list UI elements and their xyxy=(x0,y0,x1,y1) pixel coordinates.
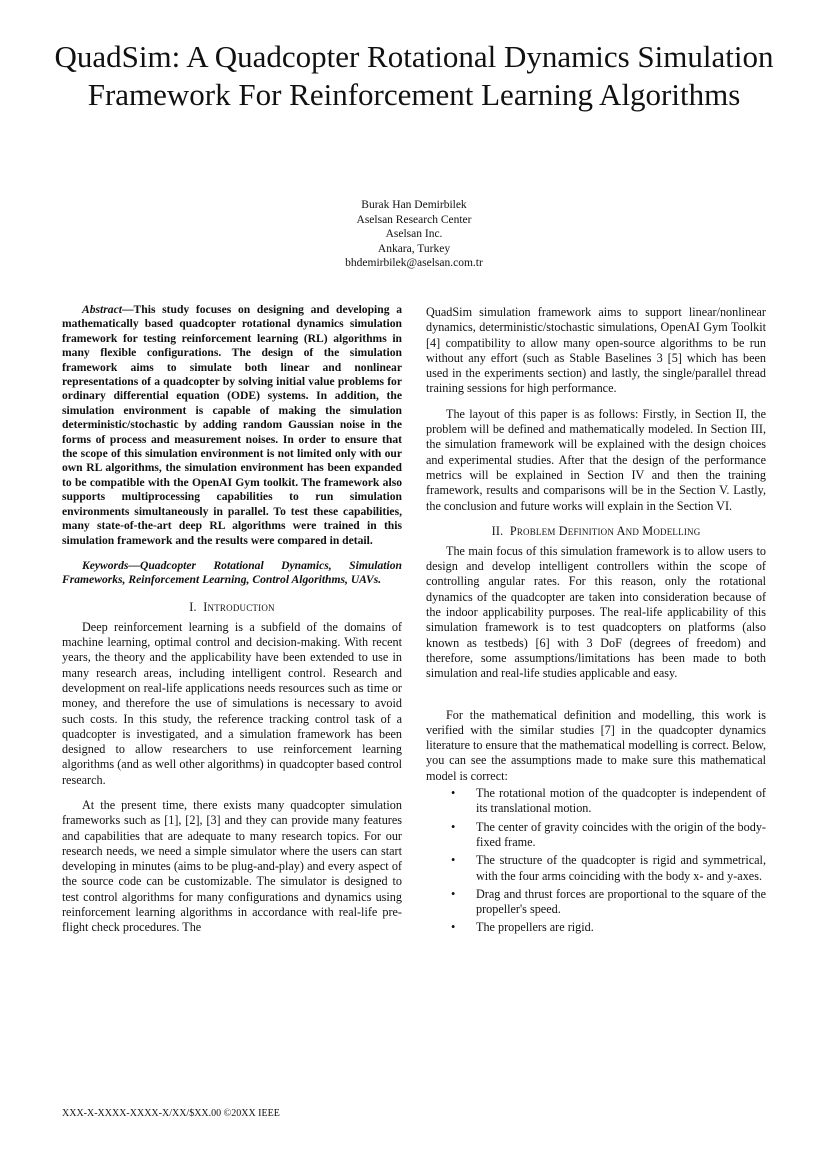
bullet: • xyxy=(451,853,456,868)
author-organization: Aselsan Inc. xyxy=(385,228,443,240)
keywords xyxy=(62,559,402,588)
paragraph: The main focus of this simulation framework is to allow users to design and develop intelligent controllers within the scope of controlling angular rates. For this reason, only the rotational dynamics of the quadcopter are taken into consideration because of the indoor applicability purposes. The real-life applicability of this simulation framework is to test quadcopters on platforms (also known as testbeds) [6] with 3 DoF (degrees of freedom) and therefore, some assumptions/limitations has been made to both simulation and real-life studies applicable and easy. xyxy=(426,543,766,681)
bullet: • xyxy=(451,886,456,901)
author-block xyxy=(250,198,578,271)
section-numeral: I. xyxy=(189,599,197,614)
list-item: • The rotational motion of the quadcopter is independent of its translational motion. xyxy=(451,786,766,816)
section-title: Problem Definition And Modelling xyxy=(509,523,701,538)
bullet: • xyxy=(451,786,456,801)
right-column xyxy=(426,305,766,939)
keywords-text: —Quadcopter Rotational Dynamics, Simulation Frameworks, Reinforcement Learning, Control Algorithms, UAVs. xyxy=(62,558,402,587)
abstract-label: Abstract xyxy=(82,303,122,316)
keywords-label: Keywords xyxy=(82,558,129,572)
section-numeral: II. xyxy=(491,523,504,538)
list-item: • The propellers are rigid. xyxy=(451,920,594,935)
author-name: Burak Han Demirbilek xyxy=(361,199,467,211)
paper-title: QuadSim: A Quadcopter Rotational Dynamics Simulation Framework For Reinforcement Learning Algorithms xyxy=(54,39,774,112)
list-item: • Drag and thrust forces are proportional to the square of the propeller's speed. xyxy=(451,886,766,917)
paragraph: For the mathematical definition and modelling, this work is verified with the similar studies [7] in the quadcopter dynamics literature to ensure that the mathematical modelling is correct. Below, you can see the assumptions made to make sure this mathematical model is correct: xyxy=(426,707,766,783)
paragraph: At the present time, there exists many quadcopter simulation frameworks such as [1], [2], [3] and they can provide many features and capabilities that are adequate to many research topics. For our research needs, we need a simple simulator where the users can start developing in minutes (aims to be plug-and-play) and every aspect of the source code can be customizable. The simulator is designed to test control algorithms for many configurations and dynamics using reinforcement learning algorithms in accordance with real-life pre-flight check procedures. The xyxy=(62,797,402,935)
paragraph: Deep reinforcement learning is a subfield of the domains of machine learning, optimal control and decision-making. With recent years, the theory and the applicability have been extended to use in many research areas, including intelligent control. Research and development on real-life applications needs resources such as time or money, and therefore the use of simulations is necessary to avoid such costs. In this study, the reference tracking control task of a quadcopter is investigated, and a simulation framework has been designed to allow researchers to use reinforcement learning algorithms (and as well other algorithms) in quadcopter based control research. xyxy=(62,619,402,787)
bullet: • xyxy=(451,920,456,935)
left-column xyxy=(62,303,402,946)
section-heading-problem-definition xyxy=(426,524,766,539)
abstract xyxy=(62,303,402,548)
section-heading-introduction xyxy=(62,600,402,615)
author-email: bhdemirbilek@aselsan.com.tr xyxy=(345,257,483,269)
assumptions-list xyxy=(426,786,766,936)
list-item: • The center of gravity coincides with the origin of the body-fixed frame. xyxy=(451,819,766,849)
author-affiliation: Aselsan Research Center xyxy=(356,213,472,226)
abstract-text: —This study focuses on designing and developing a mathematically based quadcopter rotational dynamics simulation framework for testing reinforcement learning (RL) algorithms in many flexible configurations. The design of the simulation framework aims to simulate both linear and nonlinear representations of a quadcopter by solving initial value problems for ordinary differential equation (ODE) systems. In addition, the simulation environment is capable of making the simulation deterministic/stochastic by adding random Gaussian noise in the forms of process and measurement noises. In order to ensure that the scope of this simulation environment is not limited only with our own RL algorithms, the simulation environment has been expanded to be compatible with the OpenAI Gym toolkit. The framework also supports multiprocessing capabilities to run simulation environments simultaneously in parallel. To test these capabilities, many state-of-the-art deep RL algorithms were trained in this simulation framework and the results were compared in detail. xyxy=(62,303,402,547)
section-title: Introduction xyxy=(203,599,275,614)
paragraph: QuadSim simulation framework aims to support linear/nonlinear dynamics, deterministic/stochastic simulations, OpenAI Gym Toolkit [4] compatibility to allow many open-source algorithms to be run without any effort (such as Stable Baselines 3 [5] which has been used in the experiments section) and lastly, the single/parallel thread training sessions for high performance. xyxy=(426,305,766,396)
copyright-footer: XXX-X-XXXX-XXXX-X/XX/$XX.00 ©20XX IEEE xyxy=(62,1108,280,1119)
author-location: Ankara, Turkey xyxy=(377,242,451,255)
paragraph: The layout of this paper is as follows: Firstly, in Section II, the problem will be defined and mathematically modeled. In Section III, the simulation framework will be explained with the design choices and experimental studies. After that the design of the performance metrics will be explained in Section IV and then the training framework, results and comparisons will be in the Section V. Lastly, the conclusion and future works will explain in the Section VI. xyxy=(426,406,766,513)
bullet: • xyxy=(451,819,456,834)
list-item: • The structure of the quadcopter is rigid and symmetrical, with the four arms coinciding with the body x- and y-axes. xyxy=(451,853,766,883)
